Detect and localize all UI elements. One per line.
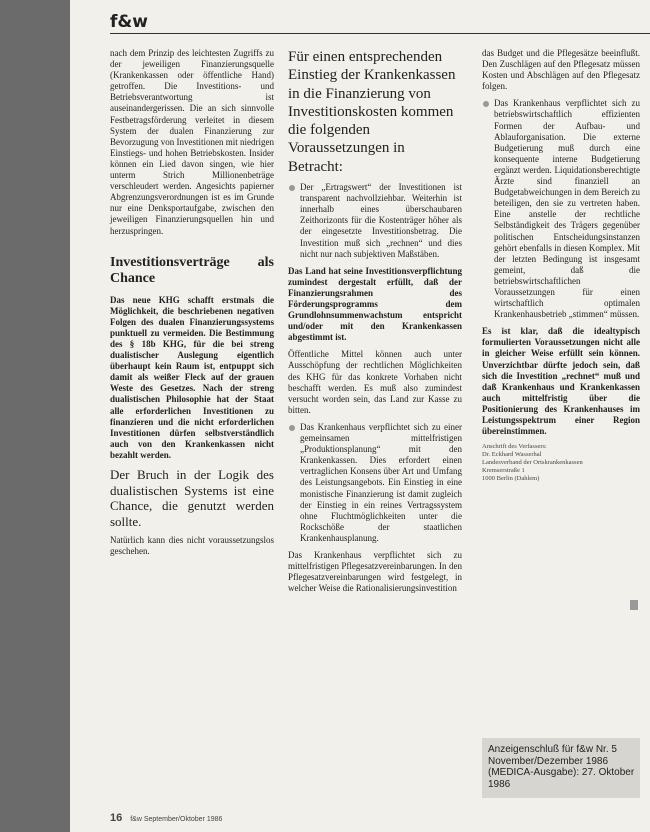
address-line: Kremserstraße 1 (482, 467, 525, 475)
ad-deadline-box (482, 738, 640, 798)
paragraph: Das neue KHG schafft erstmals die Möglichkeit, die beschriebenen negativen Folgen des dualen Finanzierungssystems punktuell zu vermeiden. Die Bestimmung des § 18b KHG, für die bei streng dualistischer Auslegung eigentlich überhaupt kein Raum ist, entpuppt sich damit als weißer Fleck auf der grauen Weste des Gesetzes. Nach der streng dualistischen Philosophie hat der Staat alle erforderlichen Investitionen zu finanzieren und die nicht erforderlichen Investitionen dürfen selbstverständlich auch von den Krankenkassen nicht bezahlt werden. (110, 294, 274, 460)
bullet-item: Das Krankenhaus verpflichtet sich zu einer gemeinsamen mittelfristigen „Produktionsplanung“ mit den Krankenkassen. Dies erfordert einen vertraglichen Konsens über Art und Umfang des Leistungsangebots. Ein Einstieg in eine monistische Finanzierung ist damit zugleich der Einstieg in ein reines Vertragssystem ohne Fluchtmöglichkeiten unter die Rockschöße der staatlichen Krankenhausplanung. (288, 422, 462, 544)
column-1 (110, 48, 274, 563)
address-line: Dr. Eckhard Wasserhal (482, 451, 542, 459)
pull-quote: Der Bruch in der Logik des dualistischen Systems ist eine Chance, die genutzt werden sollte. (110, 467, 274, 529)
bullet-item: Das Krankenhaus verpflichtet sich zu betriebswirtschaftlich effizienten Formen der Aufbau- und Ablauforganisation. Die externe Budgetierung muß durch eine konsequente interne Budgetierung ergänzt werden. Liquidationsberechtigte Ärzte sind finanziell an Budgetabweichungen in dem Bereich zu beteiligen, den sie zu vertreten haben. Eine anstelle der rechtliche Selbständigkeit des Trägers gegenüber politischen Entscheidungsinstanzen gehört ebenfalls in diesen Komplex. Mit der letzten Bedingung ist insgesamt gemeint, daß die betriebswirtschaftlichen Voraussetzungen für einen wirtschaftlich optimalen Krankenhausbetrieb „stimmen“ müssen. (482, 98, 640, 320)
intro-text: Für einen entsprechenden Einstieg der Krankenkassen in die Finanzierung von Investitionskosten kommen die folgenden Voraussetzungen in Betracht: (288, 49, 456, 175)
magazine-logo: f&w (110, 12, 148, 32)
paragraph: Öffentliche Mittel können auch unter Ausschöpfung der rechtlichen Möglichkeiten des KHG für das konkrete Vorhaben nicht beschafft werden. Es muß also zumindest versucht worden sein, das Land zur Kasse zu bitten. (288, 349, 462, 415)
paragraph: nach dem Prinzip des leichtesten Zugriffs zu der jeweiligen Finanzierungsquelle (Krankenkassen oder öffentliche Hand) getroffen. Die Investitions- und Betriebsverantwortung ist auseinandergerissen. Die an sich sinnvolle Festbetragsförderung verleitet in diesem System der dualen Finanzierung zur Bevorzugung von Investitionen mit niedrigen Einstiegs- und hohen Betriebskosten. Insider können ein Lied davon singen, wie hier unterm Strich Millionenbeträge verschleudert werden. Angesichts papierner Abgrenzungsverordnungen ist es im Grunde nur eine Denksportaufgabe, zwischen den jeweiligen Finanzierungsquellen hin und herzuspringen. (110, 48, 274, 236)
column-3 (482, 48, 640, 483)
header-rule (110, 33, 650, 34)
section-heading: Investitionsverträge als Chance (110, 254, 274, 286)
issue-label: f&w September/Oktober 1986 (130, 816, 223, 823)
paragraph: Das Krankenhaus verpflichtet sich zu mittelfristigen Pflegesatzvereinbarungen. In den Pflegesatzvereinbarungen wird festgelegt, in welcher Weise die Rationalisierungsinvestition (288, 549, 462, 594)
paragraph: Natürlich kann dies nicht voraussetzungslos geschehen. (110, 535, 274, 557)
address-line: Anschrift des Verfassers: (482, 443, 547, 451)
ad-deadline-text: Anzeigenschluß für f&w Nr. 5 November/Dezember 1986 (MEDICA-Ausgabe): 27. Oktober 1986 (488, 744, 635, 790)
paragraph: das Budget und die Pflegesätze beeinflußt. Den Zuschlägen auf den Pflegesatz müssen Kosten und Abschlägen auf den Pflegesatz folgen. (482, 48, 640, 92)
paragraph: Es ist klar, daß die idealtypisch formulierten Voraussetzungen nicht alle in gleicher Weise erfüllt sein können. Unverzichtbar dürfte jedoch sein, daß sich die Investition „rechnet“ muß und daß Krankenhaus und Krankenkassen auch mittelfristig über die Positionierung des Krankenhauses im Leistungsspektrum einer Region übereinstimmen. (482, 326, 640, 437)
paragraph: Das Land hat seine Investitionsverpflichtung zumindest dergestalt erfüllt, daß der Finanzierungsrahmen des Förderungsprogramms dem Grundlohnsummenwachstum entspricht und/oder mit den Krankenkassen abgestimmt ist. (288, 265, 462, 343)
page-number: 16 (110, 812, 123, 824)
author-address (482, 443, 640, 483)
page-footer (110, 812, 222, 824)
column-2 (288, 48, 462, 600)
end-mark-icon (630, 600, 638, 610)
bullet-item: Der „Ertragswert“ der Investitionen ist transparent nachvollziehbar. Weiterhin ist innerhalb eines überschaubaren Zeithorizonts für die Kostenträger höher als der eingesetzte Investitionsbetrag. Die Investition muß sich „rechnen“ und dies nicht nur nach subjektiven Maßstäben. (288, 182, 462, 260)
address-line: 1000 Berlin (Dahlem) (482, 475, 540, 483)
address-line: Landesverband der Ortskrankenkassen (482, 459, 583, 467)
